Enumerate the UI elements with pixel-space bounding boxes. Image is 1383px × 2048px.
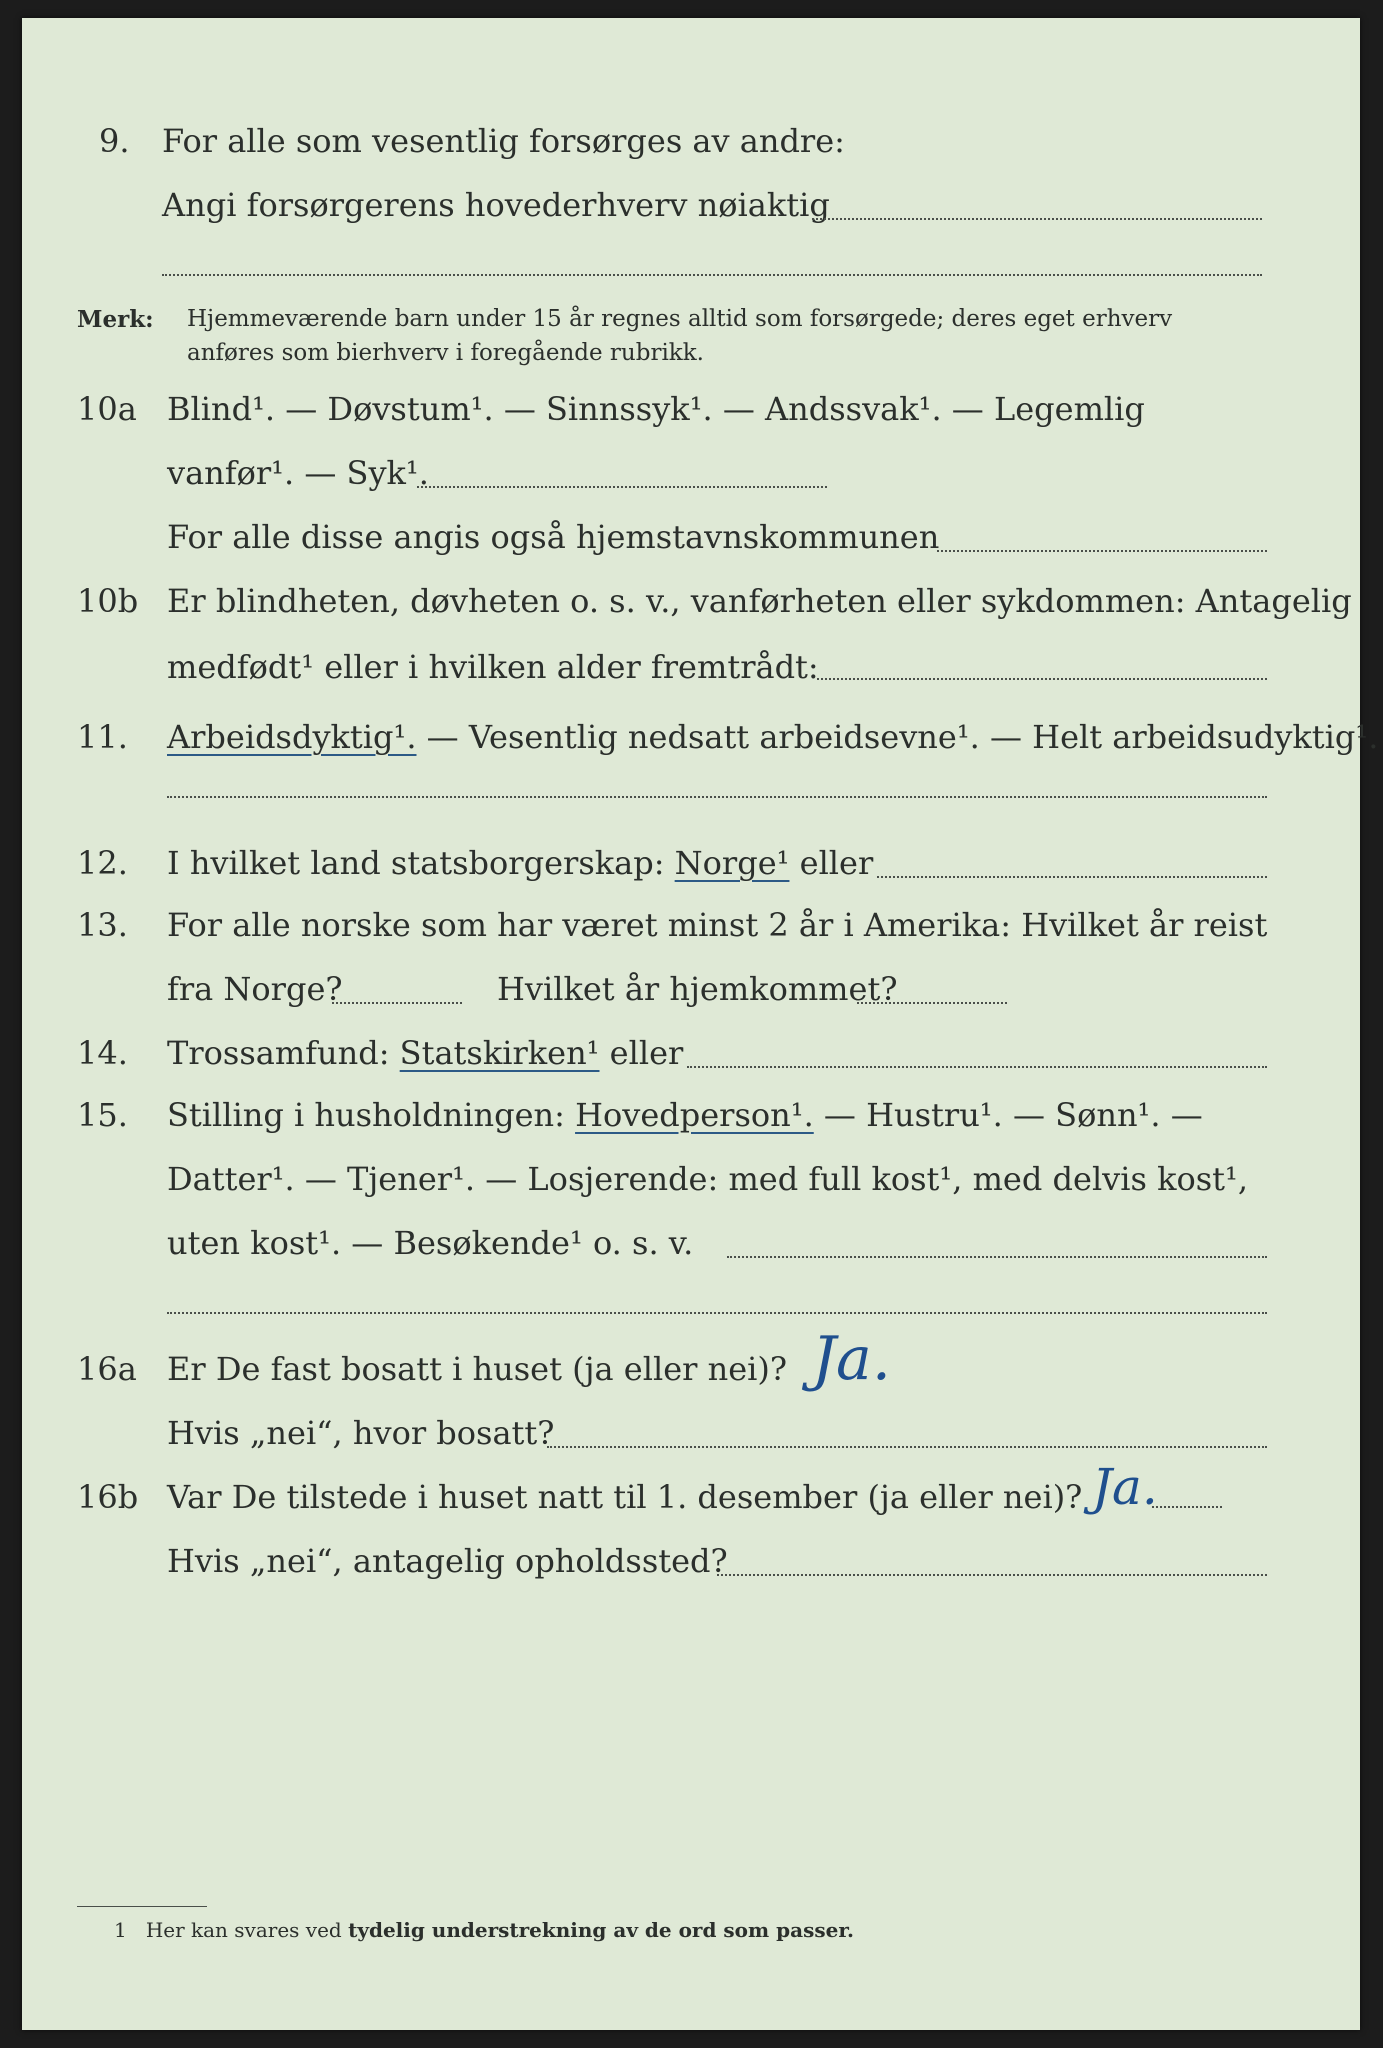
footnote-mark: 1 — [114, 1918, 127, 1942]
q11-text — [167, 718, 1378, 756]
q15-text-line2: Datter¹. — Tjener¹. — Losjerende: med full kost¹, med delvis kost¹, — [167, 1160, 1249, 1198]
q12-text-pre: I hvilket land statsborgerskap: — [167, 844, 665, 882]
q13-text-line2a: fra Norge? — [167, 970, 343, 1008]
q9-text-line1: For alle som vesentlig forsørges av andre: — [162, 122, 845, 160]
q15-text-line3: uten kost¹. — Besøkende¹ o. s. v. — [167, 1224, 694, 1262]
q15-option-hovedperson[interactable]: Hovedperson¹. — [575, 1096, 814, 1134]
q16b-opholdssted-line[interactable] — [717, 1574, 1267, 1576]
q16a-text-line2: Hvis „nei“, hvor bosatt? — [167, 1414, 555, 1452]
q13-number: 13. — [77, 906, 128, 944]
q15-answer-line-2[interactable] — [167, 1312, 1267, 1314]
q9-answer-line[interactable] — [812, 218, 1262, 220]
q14-number: 14. — [77, 1034, 128, 1072]
q16a-answer-line[interactable] — [547, 1446, 1267, 1448]
q14-answer-line[interactable] — [687, 1066, 1267, 1068]
q14-option-statskirken[interactable]: Statskirken¹ — [399, 1034, 600, 1072]
q12-text — [167, 844, 873, 882]
q14-text — [167, 1034, 683, 1072]
q15-number: 15. — [77, 1096, 128, 1134]
q9-number: 9. — [99, 122, 130, 160]
q10a-hjemstavn-line[interactable] — [937, 550, 1267, 552]
q14-text-pre: Trossamfund: — [167, 1034, 390, 1072]
q10b-text-line2: medfødt¹ eller i hvilken alder fremtrådt: — [167, 648, 819, 686]
q11-text-rest: — Vesentlig nedsatt arbeidsevne¹. — Helt arbeidsudyktig¹. — [426, 718, 1379, 756]
census-form-page — [22, 18, 1379, 2030]
q16b-answer-line[interactable] — [1152, 1506, 1222, 1508]
q10b-text-line1: Er blindheten, døvheten o. s. v., vanførheten eller sykdommen: Antagelig — [167, 582, 1352, 620]
q13-reist-line[interactable] — [332, 1002, 462, 1004]
q14-text-post: eller — [609, 1034, 684, 1072]
q11-answer-line[interactable] — [167, 796, 1267, 798]
q15-text-rest1: — Hustru¹. — Sønn¹. — — [823, 1096, 1203, 1134]
q16a-text-line1: Er De fast bosatt i huset (ja eller nei)? — [167, 1350, 788, 1388]
q10a-text-line3: For alle disse angis også hjemstavnskommunen — [167, 518, 940, 556]
q15-text-line1 — [167, 1096, 1203, 1134]
q10a-number: 10a — [77, 390, 137, 428]
q16b-number: 16b — [77, 1478, 139, 1516]
q12-text-post: eller — [799, 844, 874, 882]
q15-answer-line[interactable] — [727, 1256, 1267, 1258]
q15-text-pre: Stilling i husholdningen: — [167, 1096, 565, 1134]
q10a-text-line2: vanfør¹. — Syk¹. — [167, 454, 429, 492]
q9-text-line2: Angi forsørgerens hovederhverv nøiaktig — [162, 186, 830, 224]
merk-label: Merk: — [77, 306, 154, 333]
merk-text-line2: anføres som bierhverv i foregående rubrikk. — [187, 340, 704, 366]
footnote-rule — [77, 1906, 207, 1907]
q16b-text-line2: Hvis „nei“, antagelig opholdssted? — [167, 1542, 728, 1580]
q11-option-arbeidsdyktig[interactable]: Arbeidsdyktig¹. — [167, 718, 417, 756]
q13-hjemkommet-line[interactable] — [857, 1002, 1007, 1004]
q11-number: 11. — [77, 718, 128, 756]
q13-text-line2b: Hvilket år hjemkommet? — [497, 970, 898, 1008]
q10b-answer-line[interactable] — [817, 678, 1267, 680]
q16a-handwritten-answer[interactable]: Ja. — [812, 1324, 891, 1394]
q10b-number: 10b — [77, 582, 139, 620]
q10a-answer-line[interactable] — [417, 486, 827, 488]
footnote-text-bold: tydelig understrekning av de ord som passer. — [348, 1918, 854, 1942]
q10a-text-line1: Blind¹. — Døvstum¹. — Sinnssyk¹. — Andssvak¹. — Legemlig — [167, 390, 1145, 428]
q13-text-line1: For alle norske som har været minst 2 år i Amerika: Hvilket år reist — [167, 906, 1268, 944]
q12-number: 12. — [77, 844, 128, 882]
footnote-text-normal: Her kan svares ved — [145, 1918, 342, 1942]
q16b-text-line1: Var De tilstede i huset natt til 1. desember (ja eller nei)? — [167, 1478, 1083, 1516]
q16a-number: 16a — [77, 1350, 137, 1388]
q16b-handwritten-answer[interactable]: Ja. — [1092, 1458, 1158, 1516]
q12-option-norge[interactable]: Norge¹ — [674, 844, 790, 882]
merk-text-line1: Hjemmeværende barn under 15 år regnes alltid som forsørgede; deres eget erhverv — [187, 306, 1173, 332]
q12-answer-line[interactable] — [877, 876, 1267, 878]
q9-answer-line-2[interactable] — [162, 274, 1262, 276]
footnote-text — [114, 1918, 854, 1942]
